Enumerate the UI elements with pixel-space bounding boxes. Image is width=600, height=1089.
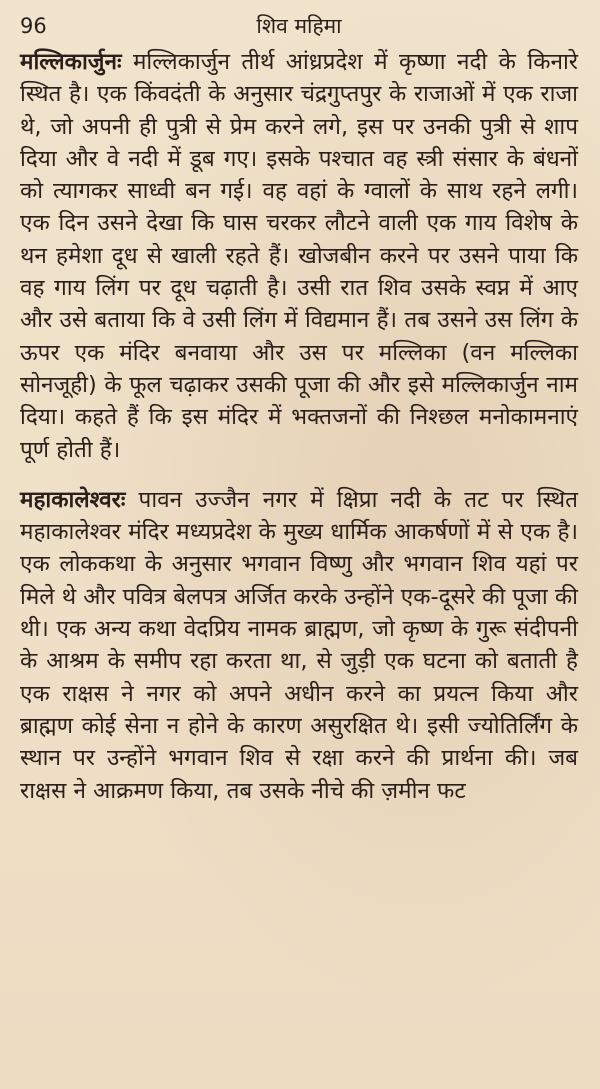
section-term: मल्लिकार्जुनः [20, 49, 122, 75]
page-header [20, 12, 578, 46]
section-mallikarjun [20, 46, 578, 466]
paragraph [20, 484, 578, 807]
section-term: महाकालेश्वरः [20, 486, 126, 513]
page-number: 96 [20, 14, 47, 38]
section-text: पावन उज्जैन नगर में क्षिप्रा नदी के तट पर स्थित महाकालेश्वर मंदिर मध्यप्रदेश के मुख्य धार्मिक आकर्षणों में से एक है। एक लोककथा के अनुसार भगवान विष्णु और भगवान शिव यहां पर मिले थे और पवित्र बेलपत्र अर्जित करके उन्होंने एक-दूसरे की पूजा की थी। एक अन्य कथा वेदप्रिय नामक ब्राह्मण, जो कृष्ण के गुरू संदीपनी के आश्रम के समीप रहा करता था, से जुड़ी एक घटना को बताती है एक राक्षस ने नगर को अपने अधीन करने का प्रयत्न किया और ब्राह्मण कोई सेना न होने के कारण असुरक्षित थे। इसी ज्योतिर्लिंग के स्थान पर उन्होंने भगवान शिव से रक्षा करने की प्रार्थना की। जब राक्षस ने आक्रमण किया, तब उसके नीचे की ज़मीन फट [20, 486, 578, 804]
section-mahakaleshwar [20, 484, 578, 807]
paragraph [20, 46, 578, 466]
running-title: शिव महिमा [256, 14, 342, 38]
section-text: मल्लिकार्जुन तीर्थ आंध्रप्रदेश में कृष्णा नदी के किनारे स्थित है। एक किंवदंती के अनुसार चंद्रगुप्तपुर के राजाओं में एक राजा थे, जो अपनी ही पुत्री से प्रेम करने लगे, इस पर उनकी पुत्री से शाप दिया और वे नदी में डूब गए। इसके पश्चात वह स्त्री संसार के बंधनों को त्यागकर साध्वी बन गई। वह वहां के ग्वालों के साथ रहने लगी। एक दिन उसने देखा कि घास चरकर लौटने वाली एक गाय विशेष के थन हमेशा दूध से खाली रहते हैं। खोजबीन करने पर उसने पाया कि वह गाय लिंग पर दूध चढ़ाती है। उसी रात शिव उसके स्वप्न में आए और उसे बताया कि वे उसी लिंग में विद्यमान हैं। तब उसने उस लिंग के ऊपर एक मंदिर बनवाया और उस पर मल्लिका (वन मल्लिका सोनजूही) के फूल चढ़ाकर उसकी पूजा की और इसे मल्लिकार्जुन नाम दिया। कहते हैं कि इस मंदिर में भक्तजनों की निश्छल मनोकामनाएं पूर्ण होती हैं। [20, 49, 578, 463]
